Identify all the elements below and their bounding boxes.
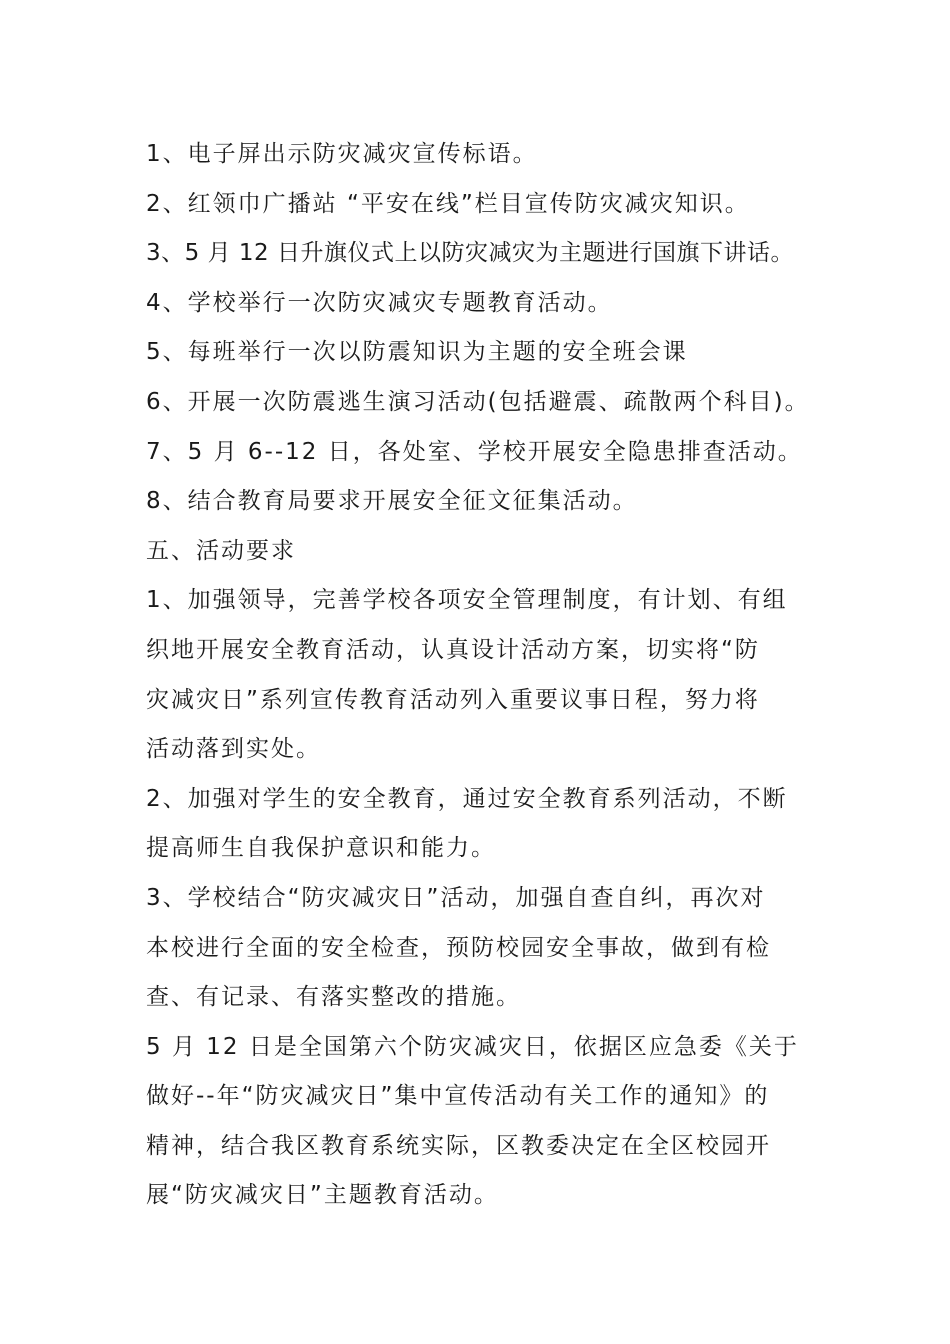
- paragraph-line: 查、有记录、有落实整改的措施。: [146, 984, 521, 1011]
- paragraph-line: 活动落到实处。: [146, 736, 321, 763]
- section-heading-requirements: 五、活动要求: [146, 537, 296, 564]
- paragraph-line: 提高师生自我保护意识和能力。: [146, 835, 496, 862]
- list-item-electronic-screen: 1、电子屏出示防灾减灾宣传标语。: [146, 141, 538, 167]
- paragraph-line: 做好--年“防灾减灾日”集中宣传活动有关工作的通知》的: [146, 1083, 770, 1110]
- paragraph-line: 展“防灾减灾日”主题教育活动。: [146, 1182, 499, 1209]
- list-item-essay-contest: 8、结合教育局要求开展安全征文征集活动。: [146, 488, 638, 515]
- list-item-evacuation-drill: 6、开展一次防震逃生演习活动(包括避震、疏散两个科目)。: [146, 388, 810, 415]
- list-item-flag-ceremony: 3、5 月 12 日升旗仪式上以防灾减灾为主题进行国旗下讲话。: [146, 240, 794, 267]
- paragraph-line: 2、加强对学生的安全教育，通过安全教育系列活动，不断: [146, 785, 788, 812]
- list-item-radio-station: 2、红领巾广播站 “平安在线”栏目宣传防灾减灾知识。: [146, 190, 750, 217]
- list-item-class-meeting: 5、每班举行一次以防震知识为主题的安全班会课: [146, 339, 688, 366]
- list-item-hazard-check: 7、5 月 6--12 日，各处室、学校开展安全隐患排查活动。: [146, 438, 803, 465]
- list-item-school-activity: 4、学校举行一次防灾减灾专题教育活动。: [146, 289, 613, 316]
- paragraph-line: 精神，结合我区教育系统实际，区教委决定在全区校园开: [146, 1132, 771, 1159]
- paragraph-line: 本校进行全面的安全检查，预防校园安全事故，做到有检: [146, 934, 771, 961]
- paragraph-line: 5 月 12 日是全国第六个防灾减灾日，依据区应急委《关于: [146, 1033, 799, 1060]
- document-body: [146, 130, 836, 1221]
- paragraph-line: 灾减灾日”系列宣传教育活动列入重要议事日程，努力将: [146, 686, 760, 713]
- paragraph-line: 3、学校结合“防灾减灾日”活动，加强自查自纠，再次对: [146, 884, 766, 911]
- paragraph-line: 织地开展安全教育活动，认真设计活动方案，切实将“防: [146, 636, 760, 663]
- paragraph-line: 1、加强领导，完善学校各项安全管理制度，有计划、有组: [146, 587, 788, 614]
